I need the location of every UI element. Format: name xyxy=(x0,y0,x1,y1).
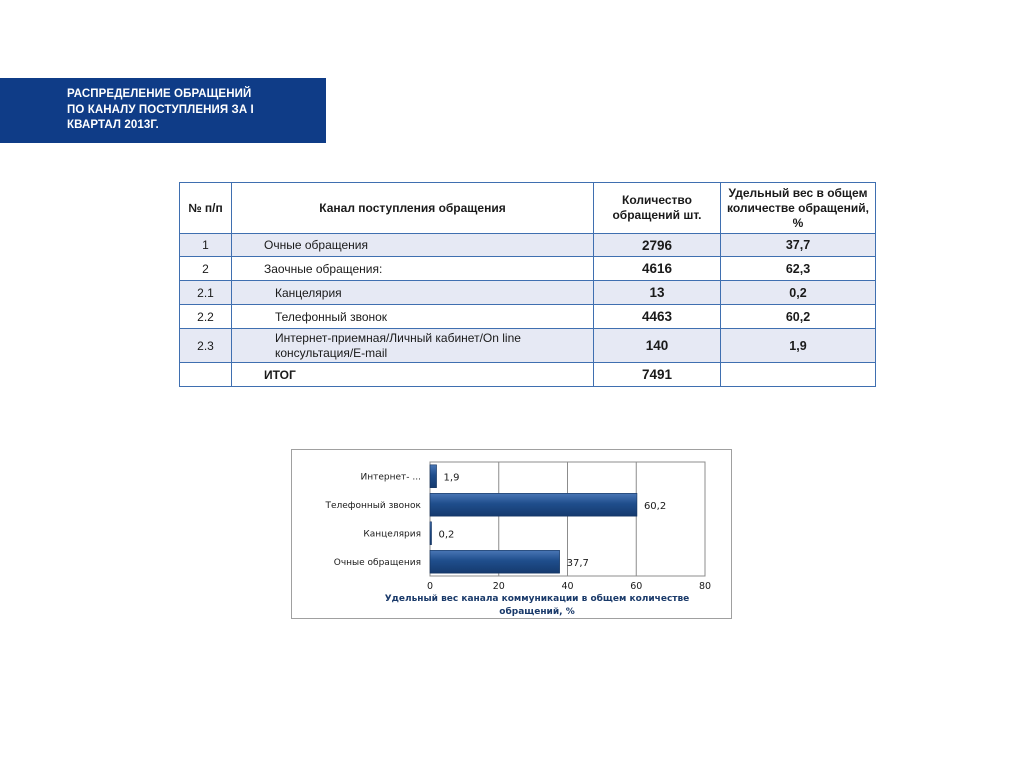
header-channel: Канал поступления обращения xyxy=(232,183,594,234)
row-channel: Очные обращения xyxy=(232,234,594,257)
table-row xyxy=(180,281,876,305)
category-label: Телефонный звонок xyxy=(325,500,421,511)
row-channel: Заочные обращения: xyxy=(232,257,594,281)
value-label: 0,2 xyxy=(438,529,455,541)
bar xyxy=(430,522,432,545)
table-row xyxy=(180,257,876,281)
table-total-row xyxy=(180,363,876,387)
bar xyxy=(430,465,437,488)
row-count: 4616 xyxy=(594,257,721,281)
row-count: 2796 xyxy=(594,234,721,257)
value-label: 37,7 xyxy=(566,557,589,569)
title-banner xyxy=(0,78,326,143)
row-share: 60,2 xyxy=(721,305,876,329)
category-labels xyxy=(324,472,421,568)
channels-table xyxy=(179,182,876,387)
x-axis-title-line-1: Удельный вес канала коммуникации в общем количестве xyxy=(384,594,690,604)
row-share: 62,3 xyxy=(721,257,876,281)
bars-group xyxy=(430,465,637,573)
x-tick-label: 20 xyxy=(492,581,505,592)
value-label: 60,2 xyxy=(643,500,667,512)
table-header-row xyxy=(180,183,876,234)
total-share-empty xyxy=(721,363,876,387)
row-number: 2.2 xyxy=(180,305,232,329)
total-number-empty xyxy=(180,363,232,387)
row-channel xyxy=(232,329,594,363)
row-count: 4463 xyxy=(594,305,721,329)
row-share: 1,9 xyxy=(721,329,876,363)
row-count: 13 xyxy=(594,281,721,305)
bar xyxy=(430,550,560,573)
category-label: Канцелярия xyxy=(363,529,421,540)
x-tick-label: 0 xyxy=(426,581,434,592)
table-row xyxy=(180,234,876,257)
category-label: Очные обращения xyxy=(333,557,421,568)
header-count: Количество обращений шт. xyxy=(594,183,721,234)
total-label: ИТОГ xyxy=(232,363,594,387)
row-channel-text: Интернет-приемная/Личный кабинет/On line консультация/E-mail xyxy=(275,330,521,360)
x-tick-label: 60 xyxy=(630,581,643,592)
bar xyxy=(430,493,637,516)
row-share: 37,7 xyxy=(721,234,876,257)
row-count: 140 xyxy=(594,329,721,363)
title-line: КВАРТАЛ 2013Г. xyxy=(67,119,159,131)
share-bar-chart xyxy=(291,449,732,619)
row-number: 2.1 xyxy=(180,281,232,305)
row-channel: Телефонный звонок xyxy=(232,305,594,329)
x-tick-labels xyxy=(427,581,711,592)
title-line: ПО КАНАЛУ ПОСТУПЛЕНИЯ ЗА I xyxy=(67,103,254,116)
table-row xyxy=(180,329,876,363)
chart-svg xyxy=(292,450,731,618)
title-line: РАСПРЕДЕЛЕНИЕ ОБРАЩЕНИЙ xyxy=(67,88,252,100)
x-axis-title-line-2: обращений, % xyxy=(499,607,575,617)
x-tick-label: 80 xyxy=(698,581,712,592)
row-channel: Канцелярия xyxy=(232,281,594,305)
header-share: Удельный вес в общем количестве обращений, % xyxy=(721,183,876,234)
table-row xyxy=(180,305,876,329)
row-number: 2 xyxy=(180,257,232,281)
row-share: 0,2 xyxy=(721,281,876,305)
header-num: № п/п xyxy=(180,183,232,234)
total-count: 7491 xyxy=(594,363,721,387)
category-label: Интернет- ... xyxy=(360,472,421,483)
value-label: 1,9 xyxy=(443,472,460,484)
row-number: 1 xyxy=(180,234,232,257)
row-number: 2.3 xyxy=(180,329,232,363)
x-tick-label: 40 xyxy=(561,581,574,592)
